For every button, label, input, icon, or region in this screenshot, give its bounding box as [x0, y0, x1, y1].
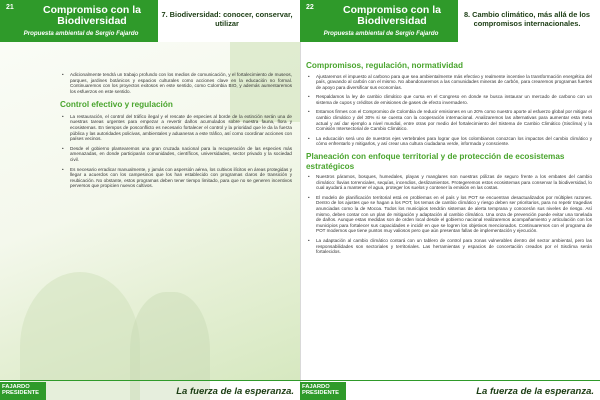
- subsection-heading: Planeación con enfoque territorial y de protección de ecosistemas estratégicos: [306, 152, 565, 171]
- page-footer: [300, 380, 600, 400]
- page-number: 22: [306, 4, 314, 11]
- list-item: • La adaptación al cambio climático contará con un tablero de control para zonas vulnerables dentro del sector ambiental, pero las responsabilidades son sectoriales y territoriales. Las herramientas y espacios de concertación creados por el Sisclima serán fortalecidos.: [306, 238, 592, 255]
- list-item: • Adicionalmente tendrá un trabajo profundo con los medios de comunicación, y el fortalecimiento de museos, parques, jardines botánicos y espacios culturales como acciones clave en la educación no formal. Continuaremos con los proyectos exitosos en este sentido, como Colombia BIO, y además aumentaremos los esfuerzos en este sentido.: [60, 72, 292, 94]
- header-banner: [300, 0, 458, 42]
- slogan: La fuerza de la esperanza.: [176, 386, 294, 397]
- fajardo-logo: [300, 382, 346, 400]
- right-content: [306, 56, 592, 259]
- list-item: • Desde el gobierno plantearemos una gran cruzada nacional para la recuperación de las especies más amenazadas, en donde participarán comunidades, científicos, universidades, sector privado y la sociedad civil.: [60, 146, 292, 163]
- list-item: • La restauración, el control del tráfico ilegal y el rescate de especies al borde de la extinción serán una de nuestras tareas urgentes para empezar a revertir daños acumulados sobre nuestra fauna, flora y ecosistemas. En tiempos de posconflicto es necesario fortalecer el control y la prioridad que le da la fuerza pública y las autoridades policivas, ambientales y aduaneras a este tráfico, así como coordinar acciones con países vecinos.: [60, 114, 292, 142]
- list-item: • Es necesario erradicar manualmente, y jamás con aspersión aérea, los cultivos ilícitos en áreas protegidas y llegar a acuerdos con los campesinos que los han establecido con programas claros de transición y reubicación. No obstante, estos programas deben tener tiempo limitado, para que no se generen incentivos perversos que propicien nuevos cultivos.: [60, 167, 292, 189]
- list-item: • Nuestros páramos, bosques, humedales, playas y manglares son nuestras pólizas de seguro frente a los embates del cambio climático: lluvias torrenciales, sequías, incendios, deslizamientos. Protegeremos estos ecosistemas para conservar la biodiversidad, lo cual ayudará a mantener el agua, proteger los suelos y contener la emisión en las costas.: [306, 174, 592, 191]
- logo-line-1: FAJARDO: [302, 384, 330, 390]
- bullet-list: [60, 114, 292, 189]
- list-item: • La educación será uno de nuestros ejes vertebrales para lograr que los colombianos conozcan los impactos del cambio climático y cómo enfrentarlo y mitigarlos, y así crear una cultura ciudadana verde, informada y consciente.: [306, 136, 592, 147]
- logo-line-2: PRESIDENTE: [2, 390, 40, 397]
- bullet-list: [306, 174, 592, 255]
- header-title: Compromiso con la Biodiversidad: [42, 4, 141, 27]
- section-title: 8. Cambio climático, más allá de los compromisos internacionales.: [463, 10, 591, 28]
- logo-line-2: PRESIDENTE: [302, 390, 340, 397]
- list-item: • El modelo de planificación territorial está en problemas en el país y los POT se encuentran desactualizados por múltiples razones. Dentro de los ajustes que se hagan a los POT, los temas de cambio climático y riesgo deben ser prioritarios, para no repetir tragedias anunciadas como la de Mocoa. Todos los municipios tendrán sistemas de alerta temprana y conocerán sus niveles de riesgo. Así mismo, deben contar con un plan de mitigación y adaptación al cambio climático. Una onza de prevención puede evitar una tonelada de daños. Aunque estas medidas son de orden local desde el gobierno nacional realizaremos acompañamiento y articulación con los municipios para fortalecer sus capacidades e incidir en que se logren los objetivos mencionados. Continuaremos con el programa de POT modernos que tiene puntos muy valiosos pero que aún presentan fallas de implementación y ejecución.: [306, 195, 592, 234]
- section-title: 7. Biodiversidad: conocer, conservar, utilizar: [161, 10, 293, 28]
- header-subtitle: Propuesta ambiental de Sergio Fajardo: [23, 30, 139, 37]
- list-item: • Ajustaremos el impuesto al carbono para que sea ambientalmente más efectivo y realmente incentive la transformación energética del país, gravando al carbón con el mismo. No abandonaremos a las comunidades mineras de carbón, para crearemos programas fuertes de apoyo para diversificar sus economías.: [306, 74, 592, 91]
- slogan: La fuerza de la esperanza.: [476, 386, 594, 397]
- header-subtitle: Propuesta ambiental de Sergio Fajardo: [323, 30, 439, 37]
- fajardo-logo: [0, 382, 46, 400]
- logo-line-1: FAJARDO: [2, 384, 30, 390]
- page-footer: [0, 380, 300, 400]
- bullet-list: [306, 74, 592, 148]
- list-item: • Estamos firmes con el Compromiso de Colombia de reducir emisiones en un 20% como nuestro aporte al esfuerzo global por mitigar el cambio climático y del 30% si se cuenta con la cooperación internacional. Analizaremos las alternativas para aumentar esta meta actual y así dar ejemplo a nivel mundial, entre otras por medio del fortalecimiento del Sistema de Cambio Climático (Sisclima) y la Comisión Intersectorial de Cambio Climático.: [306, 109, 592, 131]
- subsection-heading: Compromisos, regulación, normatividad: [306, 61, 463, 70]
- header-banner: [0, 0, 158, 42]
- subsection-heading: Control efectivo y regulación: [60, 100, 173, 110]
- header-title: Compromiso con la Biodiversidad: [342, 4, 441, 27]
- page-header: [300, 0, 600, 42]
- page-number: 21: [6, 4, 14, 11]
- right-page: [300, 0, 600, 400]
- intro-list: [60, 72, 292, 94]
- left-content: [60, 72, 292, 193]
- list-item: • Respaldamos la ley de cambio climático que cursa en el Congreso en donde se busca instaurar un mercado de carbono con un sistema de cupos y créditos de emisiones de gases de efecto invernadero.: [306, 94, 592, 105]
- page-header: [0, 0, 300, 42]
